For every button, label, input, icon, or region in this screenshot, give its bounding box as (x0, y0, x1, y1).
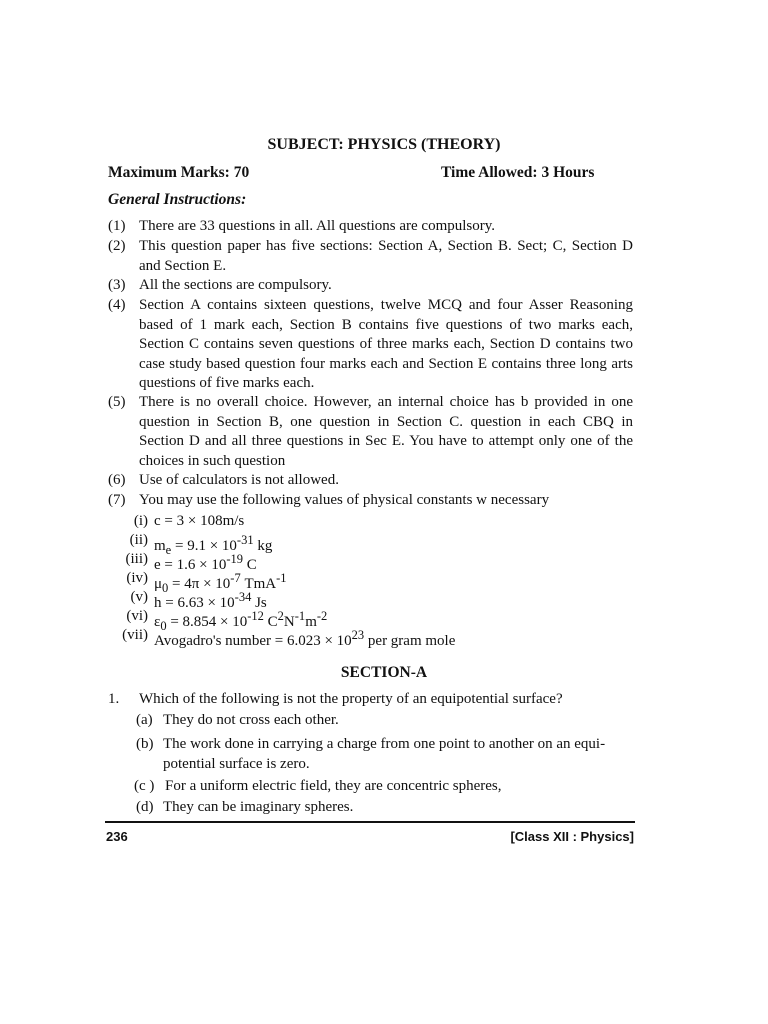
instruction-item (108, 471, 633, 491)
instruction-text: This question paper has five sections: Section A, Section B. Sect; C, Section D and Section E. (139, 238, 633, 274)
book-label: [Class XII : Physics] (510, 829, 634, 844)
general-instructions-heading: General Instructions: (108, 191, 247, 208)
constant-number: (vii) (122, 627, 148, 643)
time-allowed: Time Allowed: 3 Hours (441, 164, 595, 181)
question-text: Which of the following is not the property of an equipotential surface? (139, 691, 563, 707)
constant-number: (ii) (129, 532, 148, 548)
option-label: (a) (136, 712, 153, 728)
page-title: SUBJECT: PHYSICS (THEORY) (267, 136, 501, 153)
instruction-text: There is no overall choice. However, an internal choice has b provided in one question in Section B, one question in Section C. question in each CBQ in Section D and all three questions in Sec E. You have to attempt only one of the choices in such question (139, 394, 633, 469)
instruction-item (108, 393, 633, 471)
page-number: 236 (106, 829, 128, 844)
constant-value: $e = 1.6 \times 10^{-19}$ C (154, 552, 257, 573)
option-text-continued: potential surface is zero. (163, 756, 310, 772)
option-text: For a uniform electric field, they are concentric spheres, (165, 778, 502, 794)
constant-value: $h = 6.63 \times 10^{-34}$ Js (154, 590, 267, 611)
constant-number: (iii) (125, 551, 148, 567)
instruction-text: Use of calculators is not allowed. (139, 472, 339, 488)
instruction-item (108, 276, 633, 296)
option-label: (c ) (134, 778, 155, 794)
instruction-number: (3) (108, 277, 126, 293)
option-text: The work done in carrying a charge from one point to another on an equi- (163, 736, 606, 752)
instruction-text: You may use the following values of physical constants w necessary (139, 492, 550, 508)
instruction-item (108, 296, 633, 394)
constant-value: $\varepsilon_0 = 8.854 \times 10^{-12}$ $C^2N^{-1}m^{-2}$ (154, 609, 328, 633)
constant-number: (v) (130, 589, 148, 605)
instruction-number: (1) (108, 218, 126, 234)
instruction-item (108, 491, 633, 511)
option-label: (d) (136, 799, 154, 815)
question-number: 1. (108, 691, 120, 707)
constant-value: c = 3 × 108m/s (154, 513, 245, 529)
maximum-marks: Maximum Marks: 70 (108, 164, 250, 181)
instruction-text: There are 33 questions in all. All questions are compulsory. (139, 218, 496, 234)
constant-number: (iv) (126, 570, 148, 586)
instruction-number: (6) (108, 472, 126, 488)
instruction-number: (5) (108, 394, 126, 410)
constant-number: (i) (133, 513, 148, 529)
instruction-text: All the sections are compulsory. (139, 277, 332, 293)
constant-value: $\mu_0 = 4\pi \times 10^{-7}$ TmA$^{-1}$ (154, 571, 287, 595)
instruction-text: Section A contains sixteen questions, twelve MCQ and four Asser Reasoning based of 1 mark each, Section B contains five questions of two marks each, Section C contains seven questions of three marks each, Section D contains two case study based question four marks each and Section E contains three long arts questions of five marks each. (139, 297, 633, 391)
constant-value: $m_e = 9.1 \times 10^{-31}$ kg (154, 533, 273, 557)
option-text: They do not cross each other. (163, 712, 339, 728)
constant-value: Avogadro's number = $6.023 \times 10^{23}$ per gram mole (154, 628, 456, 649)
section-heading: SECTION-A (340, 664, 428, 681)
instruction-number: (2) (108, 238, 126, 254)
footer-divider (105, 821, 635, 823)
instruction-number: (7) (108, 492, 126, 508)
instruction-item (108, 217, 633, 237)
constant-number: (vi) (126, 608, 148, 624)
option-text: They can be imaginary spheres. (163, 799, 354, 815)
option-label: (b) (136, 736, 154, 752)
instruction-number: (4) (108, 297, 126, 313)
instruction-item (108, 237, 633, 276)
